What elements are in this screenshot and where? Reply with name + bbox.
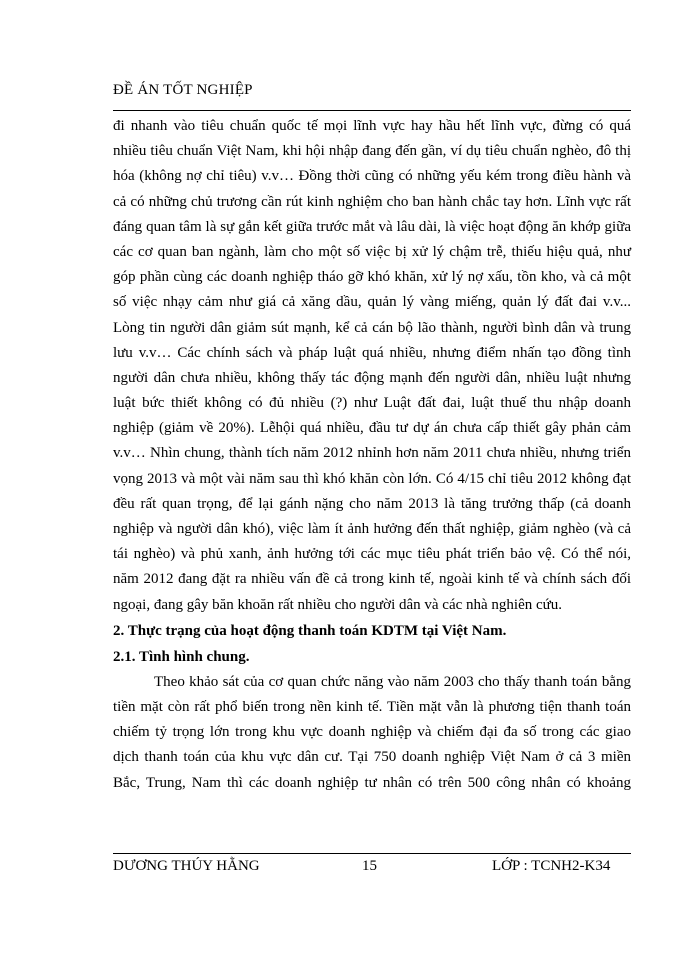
text-line: vọng 2013 và một vài năm sau thì khó khăn còn lớn. Có 4/15 chỉ tiêu 2012 không đạt: [113, 470, 631, 487]
text-line: lưu v.v… Các chính sách và pháp luật quá nhiều, nhưng điểm nhấn tạo đồng tình: [113, 344, 631, 361]
text-line: tiền mặt còn rất phổ biến trong nền kinh tế. Tiền mặt vẫn là phương tiện thanh toán: [113, 698, 631, 715]
text-line: tái nghèo) và phủ xanh, ảnh hưởng tới các mục tiêu phát triển bảo vệ. Có thể nói,: [113, 546, 631, 563]
text-line: người dân chưa nhiều, không thấy tác động mạnh đến người dân, nhiều luật nhưng: [113, 369, 631, 386]
text-line: v.v… Nhìn chung, thành tích năm 2012 nhỉnh hơn năm 2011 chưa nhiều, nhưng triển: [113, 445, 631, 462]
section-heading-2-1: 2.1. Tình hình chung.: [113, 648, 250, 665]
text-line: các cơ quan ban ngành, làm cho một số việc bị xử lý chậm trễ, thiếu hiệu quả, như: [113, 243, 631, 260]
text-line: Lòng tin người dân giảm sút mạnh, kể cả cán bộ lão thành, người bình dân và trung: [113, 319, 631, 336]
page-header-title: ĐỀ ÁN TỐT NGHIỆP: [113, 82, 253, 98]
text-line: luật bức thiết không có đủ nhiều (?) như Luật đất đai, luật thuế thu nhập doanh: [113, 395, 631, 412]
document-body: [113, 114, 631, 796]
paragraph-1: [113, 114, 631, 618]
footer-divider: [113, 853, 631, 854]
text-line: đáng quan tâm là sự gắn kết giữa trước mắt và lâu dài, là việc hoạt động ăn khớp giữa: [113, 218, 631, 235]
text-line: nghiệp và người dân khó), việc làm ít ảnh hưởng đến thất nghiệp, giảm nghèo (và cả: [113, 521, 631, 537]
footer-page-number: 15: [362, 858, 377, 874]
text-line: đều rất quan trọng, để lại gánh nặng cho năm 2013 là tăng trưởng thấp (cả doanh: [113, 495, 631, 512]
header-divider: [113, 110, 631, 111]
text-line: năm 2012 đang đặt ra nhiều vấn đề cả trong kinh tế, ngoài kinh tế và chính sách đối: [113, 571, 631, 588]
text-line: Bắc, Trung, Nam thì các doanh nghiệp tư nhân có trên 500 công nhân có khoảng: [113, 774, 631, 791]
text-line: chiếm tỷ trọng lớn trong khu vực doanh nghiệp và chiếm đại đa số trong các giao: [113, 724, 631, 741]
text-line: dịch thanh toán của khu vực dân cư. Tại 750 doanh nghiệp Việt Nam ở cả 3 miền: [113, 749, 631, 766]
text-line: cả có những chủ trương cần rút kinh nghiệm cho ban hành chắc tay hơn. Lĩnh vực rất: [113, 193, 631, 210]
text-line: ngoại, đang gây băn khoăn rất nhiều cho người dân và các nhà nghiên cứu.: [113, 596, 563, 613]
text-line: Theo khảo sát của cơ quan chức năng vào năm 2003 cho thấy thanh toán bằng: [154, 673, 631, 690]
paragraph-2: [113, 670, 631, 796]
text-line: nghiệp (giảm về 20%). Lễhội quá nhiều, đầu tư dự án chưa cấp thiết gây phản cảm: [113, 420, 631, 437]
footer-author: DƯƠNG THÚY HẰNG: [113, 858, 260, 874]
text-line: số việc nhạy cảm như giá cả xăng dầu, quản lý vàng miếng, quản lý đất đai v.v...: [113, 294, 631, 311]
text-line: nhiều tiêu chuẩn Việt Nam, khi hội nhập đang đến gần, ví dụ tiêu chuẩn nghèo, đô thị: [113, 143, 631, 160]
text-line: hóa (không nợ chỉ tiêu) v.v… Đồng thời cũng có những yếu kém trong điều hành và: [113, 168, 631, 185]
text-line: góp phần cùng các doanh nghiệp tháo gỡ khó khăn, xử lý nợ xấu, tồn kho, và cả một: [113, 269, 631, 286]
footer-class: LỚP : TCNH2-K34: [492, 858, 611, 874]
section-heading-2: 2. Thực trạng của hoạt động thanh toán KDTM tại Việt Nam.: [113, 622, 507, 639]
text-line: đi nhanh vào tiêu chuẩn quốc tế mọi lĩnh vực hay hầu hết lĩnh vực, đừng có quá: [113, 118, 631, 134]
